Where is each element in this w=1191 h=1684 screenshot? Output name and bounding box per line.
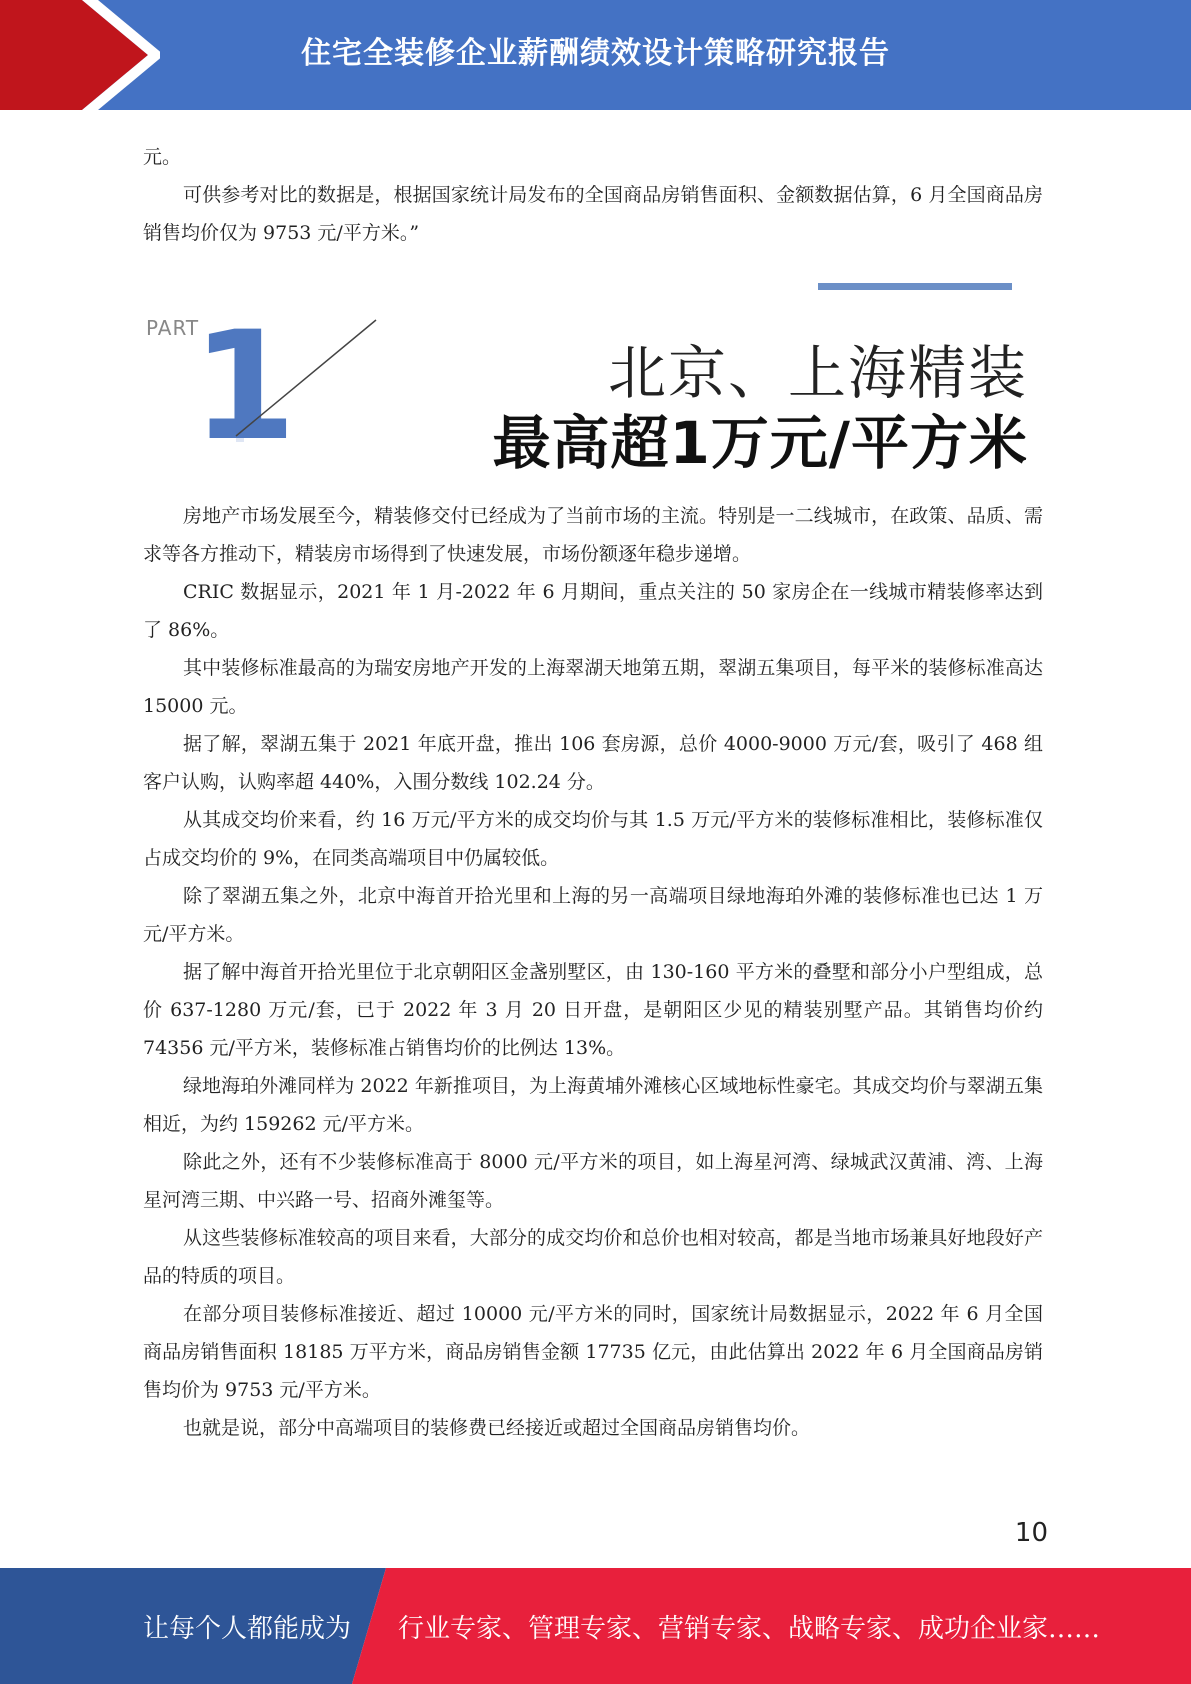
body-paragraph: 也就是说，部分中高端项目的装修费已经接近或超过全国商品房销售均价。 — [183, 1417, 811, 1439]
body-paragraph: 从这些装修标准较高的项目来看，大部分的成交均价和总价也相对较高，都是当地市场兼具好地段好产品的特质的项目。 — [143, 1227, 1043, 1287]
body-paragraph: 除了翠湖五集之外，北京中海首开拾光里和上海的另一高端项目绿地海珀外滩的装修标准也已达 1 万元/平方米。 — [143, 885, 1043, 945]
intro-section — [143, 138, 1043, 252]
body-paragraph: 房地产市场发展至今，精装修交付已经成为了当前市场的主流。特别是一二线城市，在政策、品质、需求等各方推动下，精装房市场得到了快速发展，市场份额逐年稳步递增。 — [143, 505, 1043, 565]
banner-accent-bar — [818, 283, 1012, 290]
headline-line-2: 最高超1万元/平方米 — [492, 409, 1028, 477]
section-banner — [140, 276, 1040, 476]
part-number-graphic — [140, 276, 380, 476]
body-paragraph: 据了解，翠湖五集于 2021 年底开盘，推出 106 套房源，总价 4000-9000 万元/套，吸引了 468 组客户认购，认购率超 440%，入围分数线 102.24 分。 — [143, 733, 1043, 793]
body-paragraph: 其中装修标准最高的为瑞安房地产开发的上海翠湖天地第五期，翠湖五集项目，每平米的装修标准高达 15000 元。 — [143, 657, 1043, 717]
header-title: 住宅全装修企业薪酬绩效设计策略研究报告 — [301, 36, 890, 71]
footer-slogan-right: 行业专家、管理专家、营销专家、战略专家、成功企业家…… — [398, 1614, 1101, 1644]
body-paragraph: 从其成交均价来看，约 16 万元/平方米的成交均价与其 1.5 万元/平方米的装修标准相比，装修标准仅占成交均价的 9%，在同类高端项目中仍属较低。 — [143, 809, 1043, 869]
body-paragraph: 绿地海珀外滩同样为 2022 年新推项目，为上海黄埔外滩核心区域地标性豪宅。其成交均价与翠湖五集相近，为约 159262 元/平方米。 — [143, 1075, 1043, 1135]
page-number: 10 — [1014, 1518, 1048, 1548]
page-header — [0, 0, 1191, 110]
part-label: PART — [146, 316, 200, 340]
part-number: 1 — [192, 300, 297, 474]
body-paragraph: 除此之外，还有不少装修标准高于 8000 元/平方米的项目，如上海星河湾、绿城武汉黄浦、湾、上海星河湾三期、中兴路一号、招商外滩玺等。 — [143, 1151, 1043, 1211]
body-section — [143, 497, 1043, 1447]
headline-line-1: 北京、上海精装 — [607, 339, 1028, 407]
page-footer — [0, 1568, 1191, 1684]
body-paragraph: 据了解中海首开拾光里位于北京朝阳区金盏别墅区，由 130-160 平方米的叠墅和部分小户型组成，总价 637-1280 万元/套，已于 2022 年 3 月 20 日开盘，是朝阳区少见的精装别墅产品。其销售均价约 74356 元/平方米，装修标准占销售均价的比例达 13%。 — [143, 961, 1043, 1059]
footer-slogan-left: 让每个人都能成为 — [143, 1614, 352, 1644]
intro-paragraph-1: 元。 — [143, 146, 182, 168]
intro-paragraph-2: 可供参考对比的数据是，根据国家统计局发布的全国商品房销售面积、金额数据估算，6 月全国商品房销售均价仅为 9753 元/平方米。” — [143, 184, 1043, 244]
body-paragraph: CRIC 数据显示，2021 年 1 月-2022 年 6 月期间，重点关注的 50 家房企在一线城市精装修率达到了 86%。 — [143, 581, 1043, 641]
body-paragraph: 在部分项目装修标准接近、超过 10000 元/平方米的同时，国家统计局数据显示，2022 年 6 月全国商品房销售面积 18185 万平方米，商品房销售金额 17735 亿元，由此估算出 2022 年 6 月全国商品房销售均价为 9753 元/平方米。 — [143, 1303, 1043, 1401]
